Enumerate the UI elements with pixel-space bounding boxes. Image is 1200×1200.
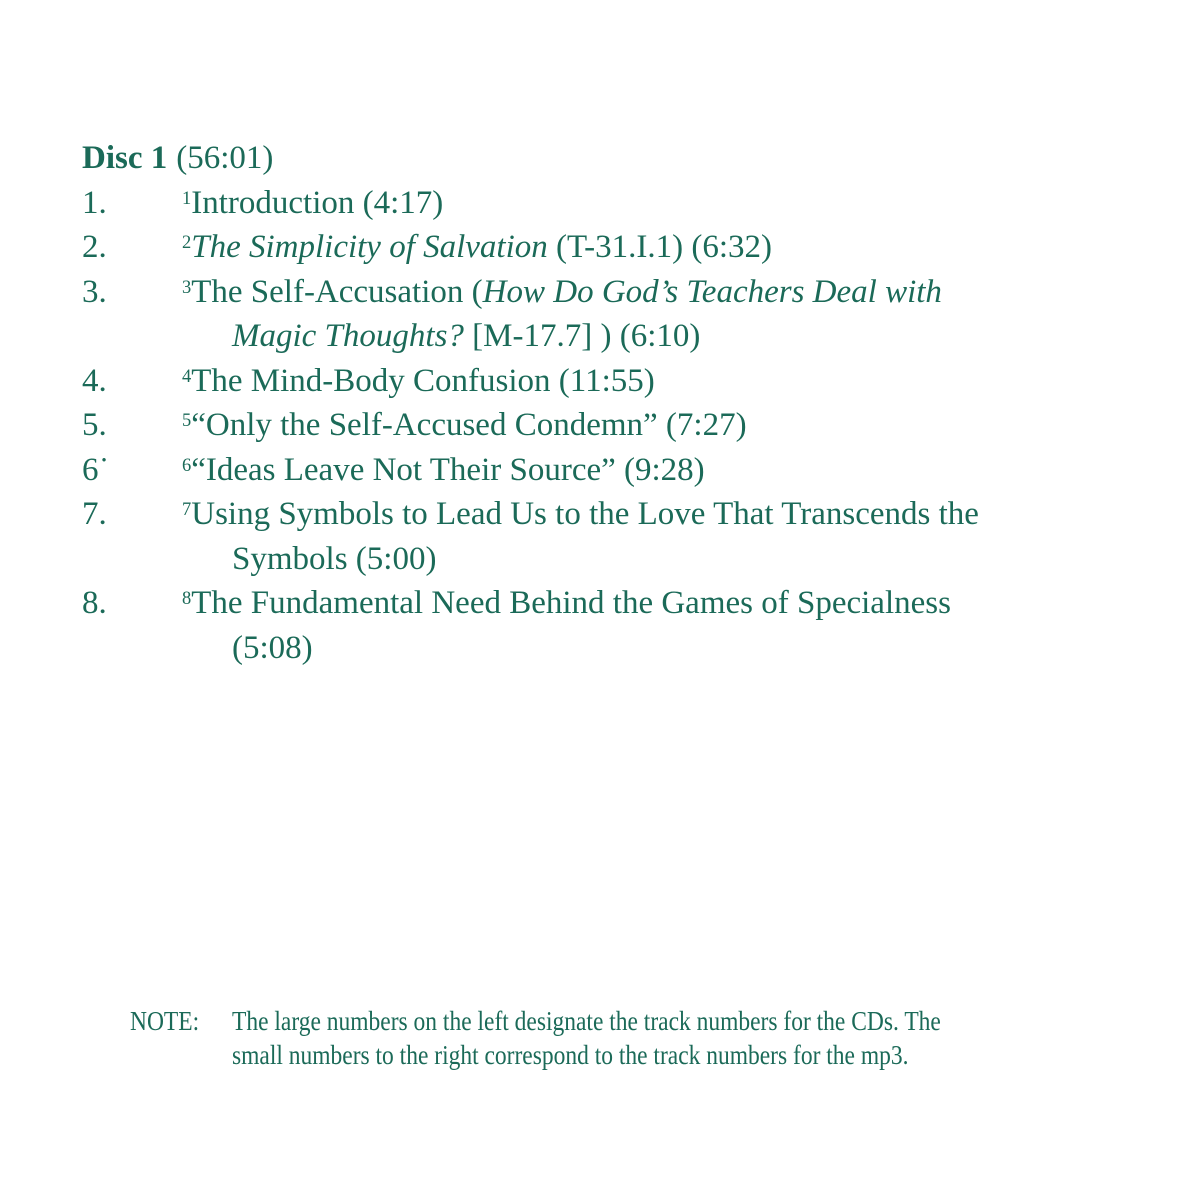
cd-track-number: 5. (82, 407, 107, 443)
track-row (82, 448, 1118, 493)
track-row (82, 270, 1118, 359)
track-title-segment: Introduction (4:17) (191, 184, 444, 221)
track-title-segment: (5:08) (232, 629, 313, 666)
track-list (82, 181, 1118, 671)
cd-track-number: 2. (82, 229, 107, 265)
cd-track-number: 1. (82, 184, 107, 221)
disc-label: Disc 1 (82, 140, 168, 176)
track-title (182, 359, 1118, 404)
track-title (182, 270, 1118, 359)
note-line-2: small numbers to the right correspond to the track numbers for the mp3. (232, 1040, 909, 1070)
track-row (82, 492, 1118, 581)
track-title-segment: The Self-Accusation ( (191, 273, 483, 310)
track-title-segment: “Ideas Leave Not Their Source” (9:28) (191, 451, 705, 488)
cd-track-number: 7. (82, 496, 107, 532)
note-text (232, 1004, 1047, 1072)
mp3-track-number: 2 (182, 232, 192, 253)
track-title-segment: Symbols (5:00) (232, 540, 437, 577)
disc-content (82, 136, 1118, 670)
track-title (182, 448, 1118, 493)
track-title (182, 225, 1118, 270)
track-title-segment: The Simplicity of Salvation (191, 229, 548, 265)
track-row (82, 403, 1118, 448)
track-title-segment: (T-31.I.1) (6:32) (547, 229, 773, 265)
track-title-segment: “Only the Self-Accused Condemn” (7:27) (191, 407, 747, 443)
disc-header (82, 136, 1118, 181)
track-row (82, 181, 1118, 226)
track-title-segment: Magic Thoughts? (232, 318, 464, 354)
track-title-segment: [M-17.7] ) (6:10) (463, 318, 701, 354)
track-title (182, 581, 1118, 670)
cd-track-number: 6˙ (82, 451, 110, 488)
cd-track-number: 8. (82, 585, 107, 621)
mp3-track-number: 4 (182, 365, 192, 386)
note-line-1: The large numbers on the left designate the track numbers for the CDs. The (232, 1006, 941, 1036)
cd-track-number: 3. (82, 273, 107, 310)
disc-duration: (56:01) (176, 140, 274, 176)
cd-track-number: 4. (82, 362, 107, 399)
track-title (182, 403, 1118, 448)
track-title-segment: Using Symbols to Lead Us to the Love That Transcends the (191, 496, 979, 532)
mp3-track-number: 8 (182, 588, 192, 609)
track-row (82, 581, 1118, 670)
track-row (82, 359, 1118, 404)
mp3-track-number: 7 (182, 499, 192, 520)
mp3-track-number: 1 (182, 187, 192, 208)
mp3-track-number: 5 (182, 410, 192, 431)
track-title (182, 492, 1118, 581)
note-label: NOTE: (130, 1006, 200, 1036)
track-row (82, 225, 1118, 270)
mp3-track-number: 6 (182, 454, 192, 475)
track-title-segment: How Do God’s Teachers Deal with (482, 273, 942, 310)
track-title-segment: The Mind-Body Confusion (11:55) (191, 362, 655, 399)
track-title (182, 181, 1118, 226)
mp3-track-number: 3 (182, 276, 192, 297)
note-block (130, 1004, 1047, 1072)
track-title-segment: The Fundamental Need Behind the Games of Specialness (191, 585, 951, 621)
